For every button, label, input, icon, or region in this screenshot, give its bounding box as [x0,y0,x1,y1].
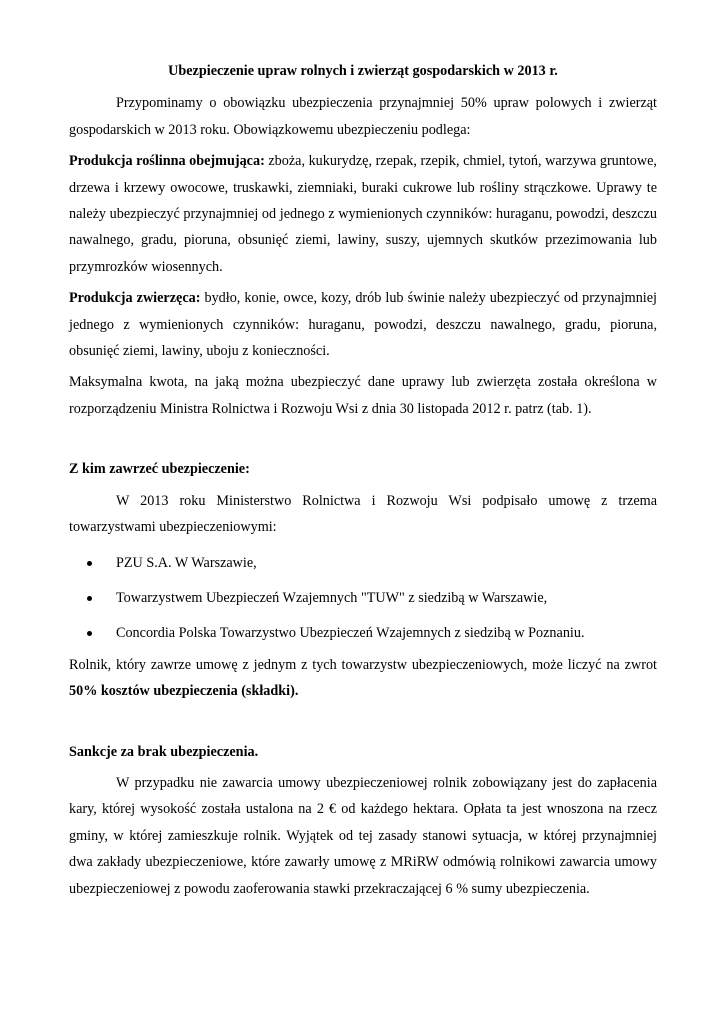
document-page [69,58,657,902]
insurers-intro-paragraph: W 2013 roku Ministerstwo Rolnictwa i Rozwoju Wsi podpisało umowę z trzema towarzystwami ubezpieczeniowymi: [69,492,657,536]
list-item [69,550,657,576]
intro-paragraph: Przypominamy o obowiązku ubezpieczenia przynajmniej 50% upraw polowych i zwierząt gospodarskich w 2013 roku. Obowiązkowemu ubezpieczeniu podlega: [69,95,657,138]
animal-production-label: Produkcja zwierzęca: [69,290,201,307]
plant-production-paragraph [69,148,657,280]
bullet-icon [87,631,92,636]
refund-paragraph [69,652,657,705]
insurer-name: Towarzystwem Ubezpieczeń Wzajemnych "TUW" z siedzibą w Warszawie, [116,589,548,606]
bullet-icon [87,561,92,566]
max-amount-paragraph: Maksymalna kwota, na jaką można ubezpieczyć dane uprawy lub zwierzęta została określona w rozporządzeniu Ministra Rolnictwa i Rozwoju Wsi z dnia 30 listopada 2012 r. patrz (tab. 1). [69,374,657,417]
document-title: Ubezpieczenie upraw rolnych i zwierząt gospodarskich w 2013 r. [168,63,558,79]
insurer-name: PZU S.A. W Warszawie, [116,554,257,571]
refund-text: Rolnik, który zawrze umowę z jednym z tych towarzystw ubezpieczeniowych, może liczyć na zwrot [69,656,657,673]
insurers-heading: Z kim zawrzeć ubezpieczenie: [69,461,250,478]
animal-production-paragraph [69,285,657,364]
list-item [69,585,657,611]
plant-production-text: zboża, kukurydzę, rzepak, rzepik, chmiel, tytoń, warzywa gruntowe, drzewa i krzewy owocowe, truskawki, ziemniaki, buraki cukrowe lub rośliny strączkowe. Uprawy te należy ubezpieczyć przynajmniej od jednego z wymienionych czynników: huraganu, powodzi, deszczu nawalnego, gradu, pioruna, obsunięć ziemi, lawiny, suszy, ujemnych skutków przezimowania lub przymrozków wiosennych. [69,153,657,275]
sanctions-paragraph: W przypadku nie zawarcia umowy ubezpieczeniowej rolnik zobowiązany jest do zapłacenia kary, której wysokość została ustalona na 2 € od każdego hektara. Opłata ta jest wnoszona na rzecz gminy, w której zamieszkuje rolnik. Wyjątek od tej zasady stanowi sytuacja, w której przynajmniej dwa zakłady ubezpieczeniowe, które zawarły umowę z MRiRW odmówią rolnikowi zawarcia umowy ubezpieczeniowej z powodu zaoferowania stawki przekraczającej 6 % sumy ubezpieczenia. [69,774,657,897]
insurers-list [69,550,657,647]
list-item [69,620,657,646]
refund-bold-text: 50% kosztów ubezpieczenia (składki). [69,683,299,700]
sanctions-heading: Sankcje za brak ubezpieczenia. [69,743,259,760]
insurer-name: Concordia Polska Towarzystwo Ubezpieczeń Wzajemnych z siedzibą w Poznaniu. [116,625,585,642]
animal-production-text: bydło, konie, owce, kozy, drób lub świnie należy ubezpieczyć od przynajmniej jednego z wymienionych czynników: huraganu, powodzi, deszczu nawalnego, gradu, pioruna, obsunięć ziemi, lawiny, uboju z konieczności. [69,290,657,360]
bullet-icon [87,596,92,601]
plant-production-label: Produkcja roślinna obejmująca: [69,153,265,170]
